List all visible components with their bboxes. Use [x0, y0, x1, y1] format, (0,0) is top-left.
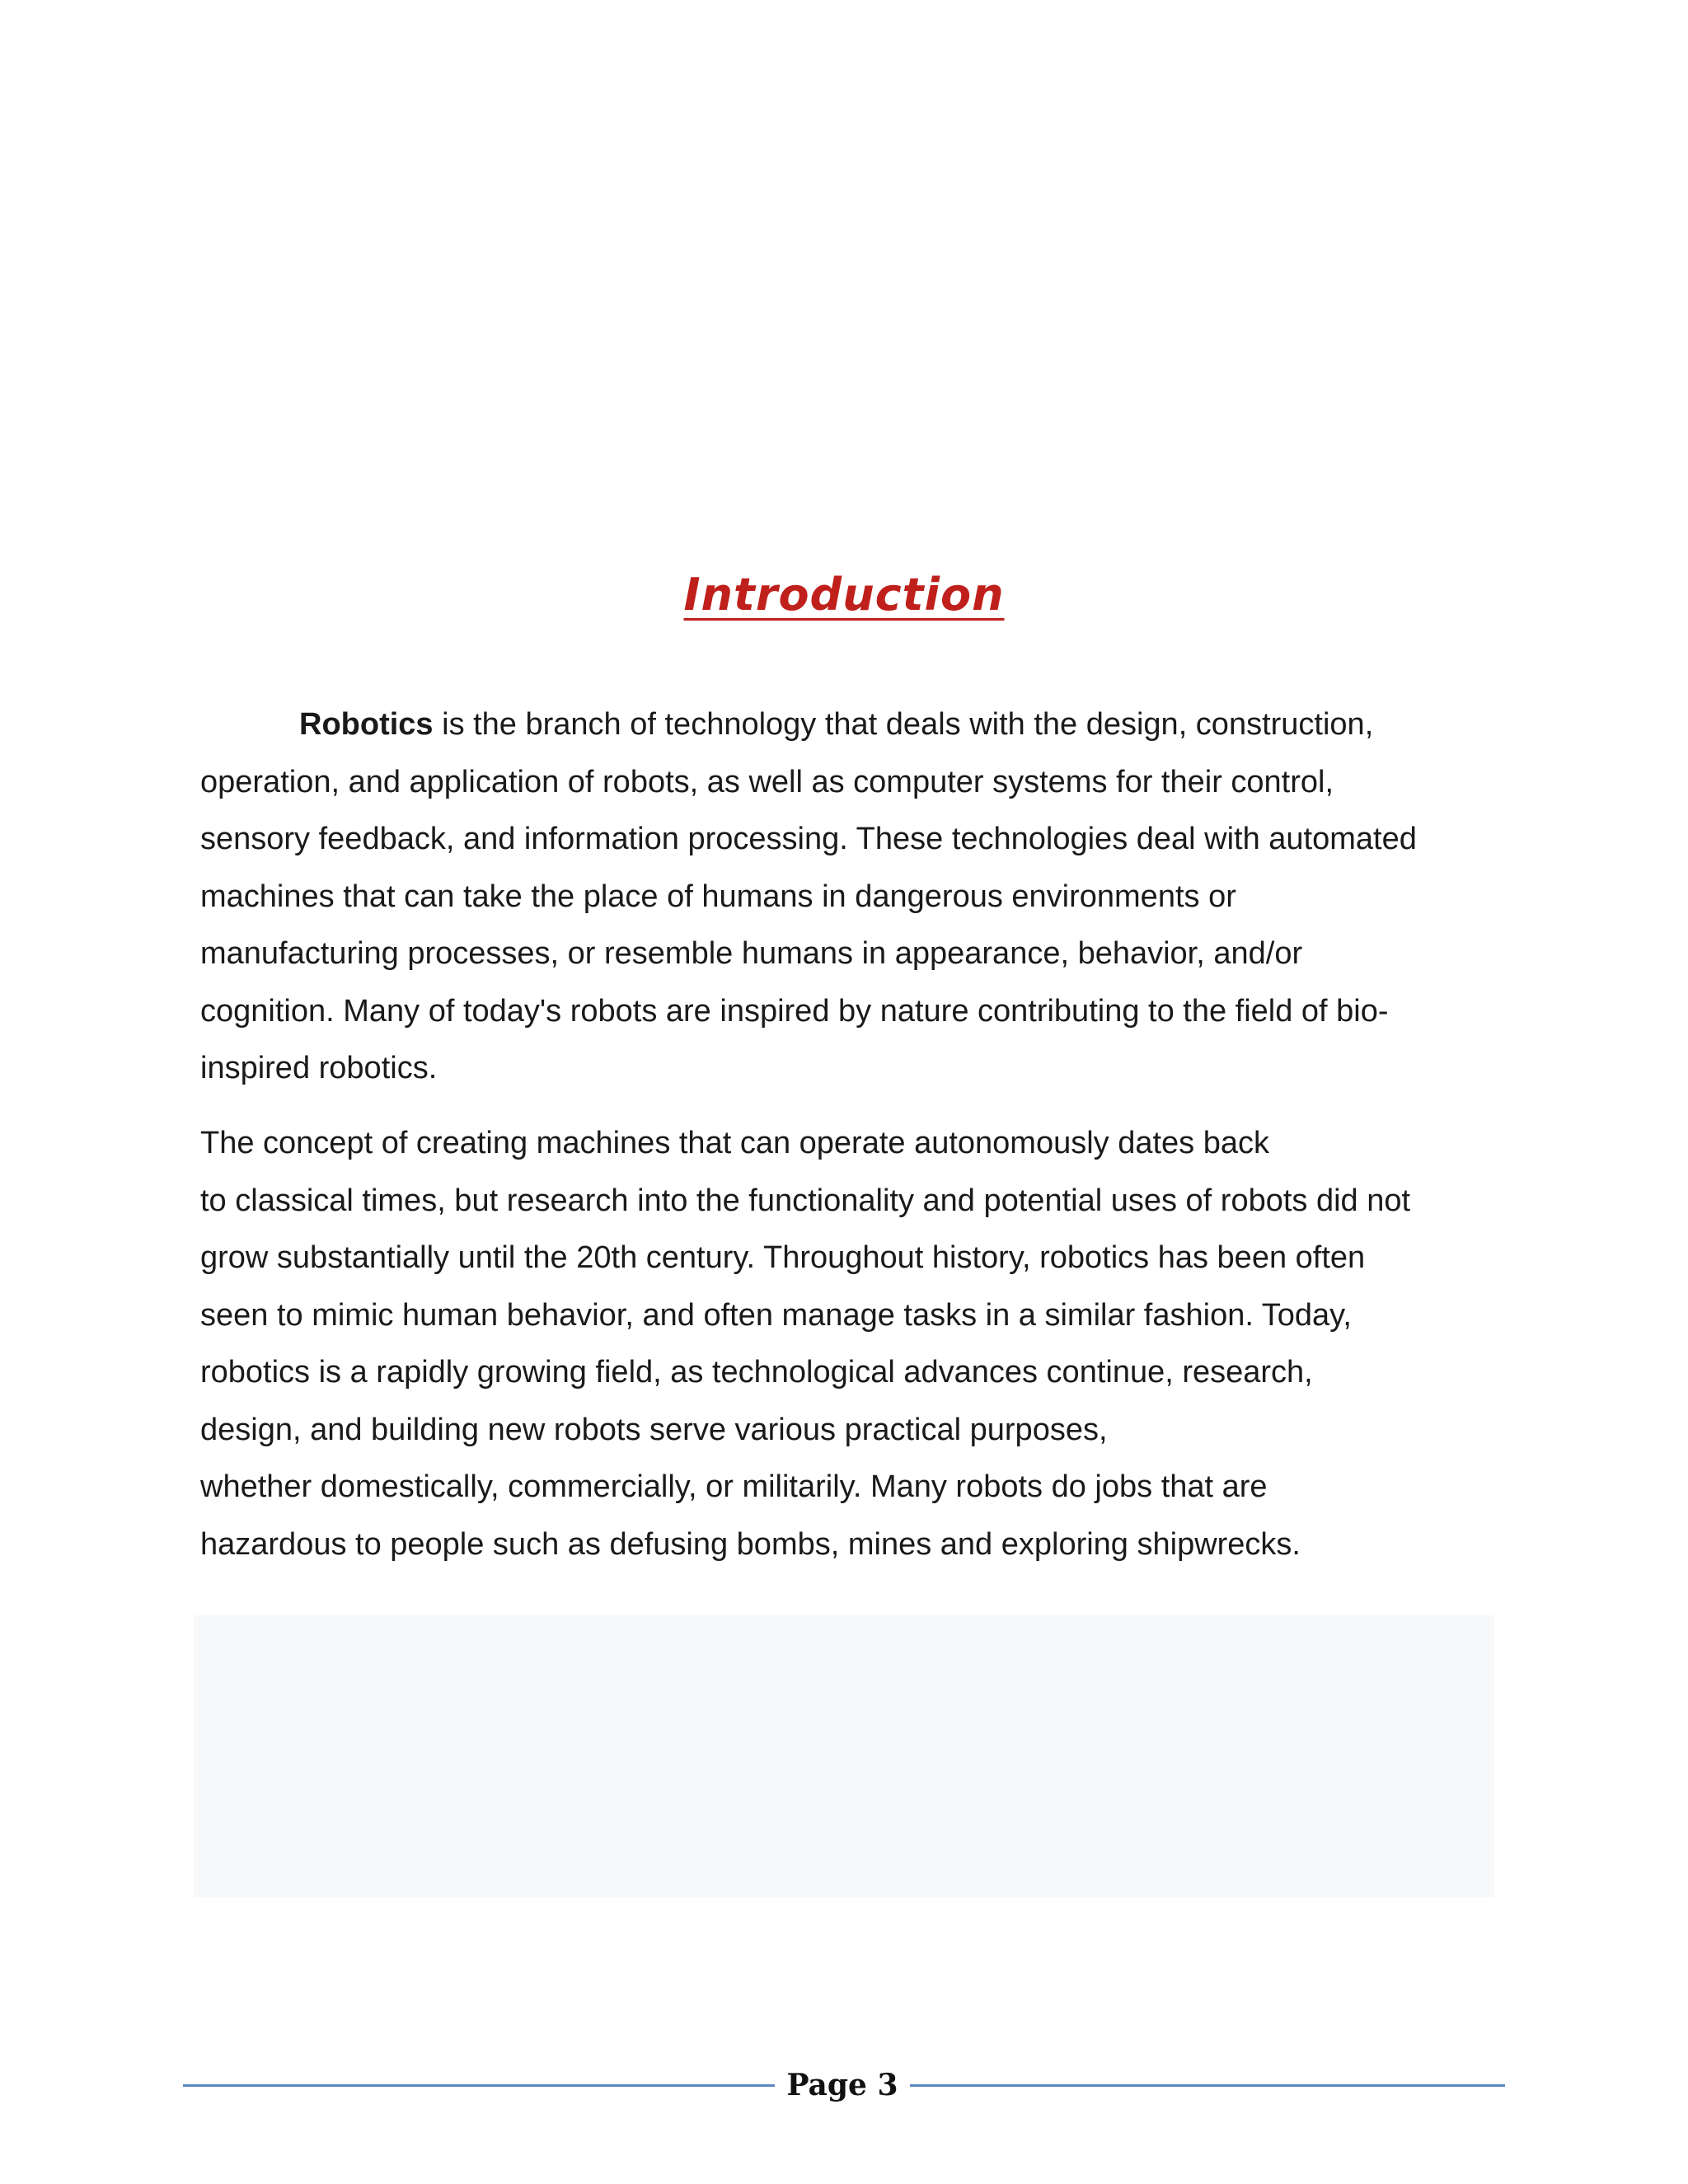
paragraph-line: The concept of creating machines that can operate autonomously dates back — [200, 1126, 1270, 1160]
line-text: is the branch of technology that deals with the design, construction, — [433, 707, 1374, 742]
paragraph-line: grow substantially until the 20th century. Throughout history, robotics has been often — [200, 1240, 1366, 1275]
paragraph-line: cognition. Many of today's robots are inspired by nature contributing to the field of bio- — [200, 993, 1389, 1029]
paragraph-line: machines that can take the place of humans in dangerous environments or — [200, 879, 1236, 914]
footer-rule-right — [910, 2084, 1505, 2087]
paragraph-line: hazardous to people such as defusing bombs, mines and exploring shipwrecks. — [200, 1526, 1301, 1562]
bold-term: Robotics — [299, 707, 434, 742]
paragraph-robotics-history — [200, 1115, 1486, 1573]
paragraph-line: sensory feedback, and information processing. These technologies deal with automated — [200, 822, 1417, 856]
page-title: Introduction — [683, 569, 1005, 621]
paragraph-line: seen to mimic human behavior, and often manage tasks in a similar fashion. Today, — [200, 1297, 1352, 1333]
paragraph-line: manufacturing processes, or resemble humans in appearance, behavior, and/or — [200, 936, 1303, 971]
image-placeholder — [194, 1615, 1494, 1897]
paragraph-line: whether domestically, commercially, or militarily. Many robots do jobs that are — [200, 1469, 1268, 1504]
paragraph-line: to classical times, but research into the functionality and potential uses of robots did not — [200, 1183, 1411, 1218]
paragraph-line: robotics is a rapidly growing field, as technological advances continue, research, — [200, 1355, 1313, 1390]
paragraph-line: design, and building new robots serve various practical purposes, — [200, 1412, 1108, 1447]
paragraph-line: operation, and application of robots, as well as computer systems for their control, — [200, 764, 1334, 799]
paragraph-robotics-definition — [200, 696, 1486, 1098]
paragraph-line: inspired robotics. — [200, 1051, 438, 1085]
page-number: Page 3 — [786, 2068, 898, 2102]
footer-rule-left — [183, 2084, 775, 2087]
paragraph-line — [200, 696, 1486, 754]
page-footer — [183, 2060, 1505, 2110]
